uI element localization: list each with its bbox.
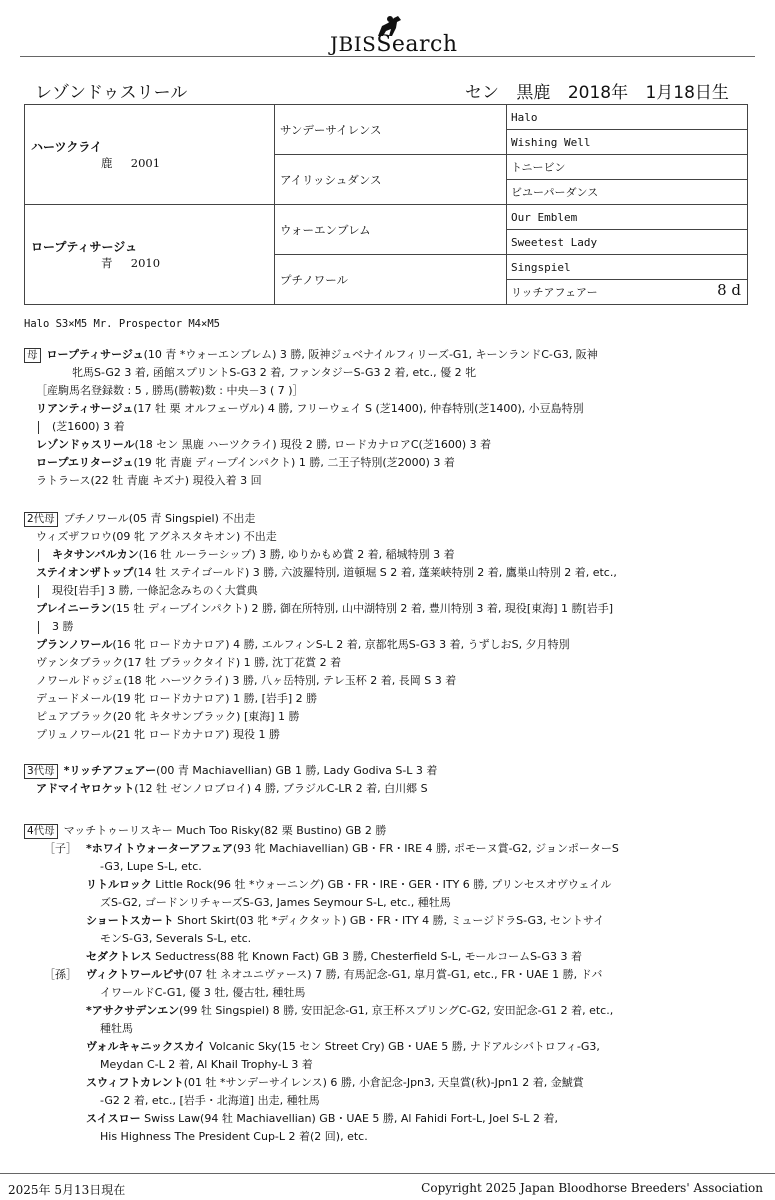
g3-progeny-record: (12 牡 ゼンノロブロイ) 4 勝, ブラジルC-LR 2 着, 白川郷 S [134, 782, 428, 795]
g4-child-1-cont: -G3, Lupe S-L, etc. [100, 860, 202, 873]
pedigree-g3-8-label[interactable]: リッチアフェアー [511, 286, 598, 299]
pedigree-g3-2[interactable]: Wishing Well [507, 130, 748, 155]
g4-child-4-record: Seductress(88 牝 Known Fact) GB 3 勝, Chesterfield S-L, モールコームS-G3 3 着 [155, 950, 582, 963]
g2-progeny-9: プリュノワール(21 牝 ロードカナロア) 現役 1 勝 [36, 728, 280, 741]
footer-date: 2025年 5月13日現在 [8, 1183, 126, 1197]
horse-color: 黒鹿 [516, 83, 551, 103]
dosage-value: 8 d [717, 281, 741, 299]
site-logo[interactable] [0, 8, 775, 56]
g3-tag: 3代母 [24, 764, 58, 779]
sire-color: 鹿 [101, 156, 113, 170]
pedigree-g3-3[interactable]: トニービン [507, 155, 748, 180]
pedigree-sire[interactable] [25, 105, 275, 205]
progeny-2-record: (18 セン 黒鹿 ハーツクライ) 現役 2 勝, ロードカナロアC(芝1600) 3 着 [134, 438, 492, 451]
g4-child-2-cont: ズS-G2, ゴードンリチャーズS-G3, James Seymour S-L, etc., 種牡馬 [100, 896, 451, 909]
g2-progeny-6: ノワールドゥジェ(18 牝 ハーツクライ) 3 勝, 八ヶ岳特別, テレ玉杯 2 着, 長岡 S 3 着 [36, 674, 457, 687]
footer-divider [0, 1173, 775, 1174]
pedigree-table [24, 104, 748, 305]
g3-dam-name[interactable]: *リッチアフェアー [63, 764, 157, 777]
g2-grandchild-record: (16 牡 ルーラーシップ) 3 勝, ゆりかもめ賞 2 着, 稲城特別 3 着 [138, 548, 455, 561]
header-divider [20, 56, 755, 57]
pedigree-g2-2[interactable]: アイリッシュダンス [275, 155, 507, 205]
g4-dam-name: マッチトゥーリスキー Much Too Risky(82 栗 Bustino) GB 2 勝 [63, 824, 387, 837]
g4-grand-5-name[interactable]: スイスロー [86, 1112, 141, 1125]
dam-record-cont: 牝馬S-G2 3 着, 函館スプリントS-G3 2 着, ファンタジーS-G3 2 着, etc., 優 2 牝 [72, 366, 477, 379]
g4-grand-1-name[interactable]: ヴィクトワールピサ [86, 968, 185, 981]
pedigree-dam[interactable] [25, 205, 275, 305]
g4-grand-4-record: (01 牡 *サンデーサイレンス) 6 勝, 小倉記念-Jpn3, 天皇賞(秋)-Jpn1 2 着, 金鯱賞 [183, 1076, 584, 1089]
horse-year: 2018年 [567, 83, 629, 103]
g4-grand-1-cont: イワールドC-G1, 優 3 牡, 優古牡, 種牡馬 [100, 986, 306, 999]
sire-year: 2001 [130, 156, 161, 170]
g3-dam-section [24, 762, 754, 798]
g4-dam-section [24, 822, 754, 1146]
g4-grand-2-cont: 種牡馬 [100, 1022, 133, 1035]
horse-sex: セン [465, 83, 499, 103]
inbreeding-info: Halo S3×M5 Mr. Prospector M4×M5 [24, 318, 220, 330]
logo-search: Search [376, 32, 458, 57]
child-label: ［子］ [44, 842, 77, 855]
dam-record: (10 青 *ウォーエンブレム) 3 勝, 阪神ジュベナイルフィリーズ-G1, キーンランドC-G3, 阪神 [143, 348, 598, 361]
pedigree-g3-1[interactable]: Halo [507, 105, 748, 130]
g4-grand-3-name[interactable]: ヴォルキャニックスカイ [86, 1040, 206, 1053]
g2-tag: 2代母 [24, 512, 58, 527]
progeny-3-record: (19 牝 青鹿 ディープインパクト) 1 勝, 二王子特別(芝2000) 3 着 [133, 456, 455, 469]
g2-progeny-2-cont: 現役[岩手] 3 勝, 一條記念みちのく大賞典 [52, 584, 258, 597]
g2-progeny-2-name[interactable]: ステイオンザトップ [36, 566, 134, 579]
g4-grand-3-cont: Meydan C-L 2 着, Al Khail Trophy-L 3 着 [100, 1058, 313, 1071]
pedigree-g2-1[interactable]: サンデーサイレンス [275, 105, 507, 155]
pedigree-g2-4[interactable]: プチノワール [275, 255, 507, 305]
g2-progeny-3-name[interactable]: プレイニーラン [36, 602, 112, 615]
pedigree-g3-6[interactable]: Sweetest Lady [507, 230, 748, 255]
progeny-3-name[interactable]: ロープエリタージュ [36, 456, 134, 469]
g4-grand-4-cont: -G2 2 着, etc., [岩手・北海道] 出走, 種牡馬 [100, 1094, 320, 1107]
pedigree-g3-5[interactable]: Our Emblem [507, 205, 748, 230]
g3-progeny-name[interactable]: アドマイヤロケット [36, 782, 135, 795]
g4-grand-5-cont: His Highness The President Cup-L 2 着(2 回), etc. [100, 1130, 368, 1143]
g4-tag: 4代母 [24, 824, 58, 839]
progeny-1-record: (17 牡 栗 オルフェーヴル) 4 勝, フリーウェイ S (芝1400), 仲春特別(芝1400), 小豆島特別 [133, 402, 584, 415]
dam-name[interactable]: ロープティサージュ [31, 240, 137, 254]
pedigree-g3-7[interactable]: Singspiel [507, 255, 748, 280]
g4-grand-4-name[interactable]: スウィフトカレント [86, 1076, 184, 1089]
grandchild-label: ［孫］ [44, 968, 77, 981]
pedigree-g3-4[interactable]: ビユーパーダンス [507, 180, 748, 205]
g2-progeny-5: ヴァンタブラック(17 牡 ブラックタイド) 1 勝, 沈丁花賞 2 着 [36, 656, 342, 669]
pedigree-g2-3[interactable]: ウォーエンブレム [275, 205, 507, 255]
g2-progeny-3-cont: 3 勝 [52, 620, 74, 633]
dam-color: 青 [101, 256, 113, 270]
g2-progeny-4-record: (16 牝 ロードカナロア) 4 勝, エルフィンS-L 2 着, 京都牝馬S-G3 3 着, うずしおS, 夕月特別 [112, 638, 570, 651]
progeny-1-name[interactable]: リアンティサージュ [36, 402, 134, 415]
g4-child-1-record: (93 牝 Machiavellian) GB・FR・IRE 4 勝, ポモーヌ賞-G2, ジョンポーターS [232, 842, 619, 855]
progeny-4: ラトラース(22 牡 青鹿 キズナ) 現役入着 3 回 [36, 474, 262, 487]
g2-progeny-7: デュードメール(19 牝 ロードカナロア) 1 勝, [岩手] 2 勝 [36, 692, 318, 705]
g2-grandchild-name[interactable]: キタサンバルカン [52, 548, 139, 561]
g4-child-3-cont: モンS-G3, Severals S-L, etc. [100, 932, 252, 945]
g4-child-2-name[interactable]: リトルロック [86, 878, 152, 891]
g4-grand-2-name[interactable]: *アサクサデンエン [86, 1004, 180, 1017]
horse-birthday: 1月18日生 [645, 83, 729, 103]
dam-section [24, 346, 754, 490]
g4-child-1-name[interactable]: *ホワイトウォーターアフェア [86, 842, 233, 855]
pedigree-g3-8[interactable] [507, 280, 748, 305]
dam-name-link[interactable]: ロープティサージュ [46, 348, 144, 361]
g4-child-2-record: Little Rock(96 牡 *ウォーニング) GB・FR・IRE・GER・ITY 6 勝, プリンセスオヴウェイル [155, 878, 612, 891]
g4-child-3-record: Short Skirt(03 牝 *ディクタット) GB・FR・ITY 4 勝, ミュージドラS-G3, セントサイ [177, 914, 605, 927]
g2-progeny-3-record: (15 牡 ディープインパクト) 2 勝, 御在所特別, 山中湖特別 2 着, 豊川特別 3 着, 現役[東海] 1 勝[岩手] [111, 602, 614, 615]
progeny-1-record-cont: (芝1600) 3 着 [52, 420, 125, 433]
sire-name[interactable]: ハーツクライ [31, 140, 103, 154]
logo-jbis: JBIS [330, 32, 377, 56]
g2-progeny-8: ピュアブラック(20 牝 キタサンブラック) [東海] 1 勝 [36, 710, 300, 723]
horse-name: レゾンドゥスリール [35, 83, 188, 103]
dam-year: 2010 [130, 256, 161, 270]
g3-dam-record: (00 青 Machiavellian) GB 1 勝, Lady Godiva S-L 3 着 [156, 764, 438, 777]
g2-progeny-2-record: (14 牡 ステイゴールド) 3 勝, 六波羅特別, 道頓堀 S 2 着, 蓬莱峡特別 2 着, 鷹巣山特別 2 着, etc., [133, 566, 617, 579]
g2-dam-name: プチノワール(05 青 Singspiel) 不出走 [63, 512, 256, 525]
g4-child-4-name[interactable]: セダクトレス [86, 950, 152, 963]
footer-copyright: Copyright 2025 Japan Bloodhorse Breeders' Association [421, 1181, 763, 1195]
g2-dam-section [24, 510, 754, 744]
g4-grand-1-record: (07 牡 ネオユニヴァース) 7 勝, 有馬記念-G1, 皐月賞-G1, etc., FR・UAE 1 勝, ドバ [184, 968, 603, 981]
g2-progeny-1: ウィズザフロウ(09 牝 アグネスタキオン) 不出走 [36, 530, 277, 543]
g2-progeny-4-name[interactable]: プランノワール [36, 638, 113, 651]
g4-grand-2-record: (99 牡 Singspiel) 8 勝, 安田記念-G1, 京王杯スプリングC-G2, 安田記念-G1 2 着, etc., [179, 1004, 614, 1017]
dam-tag: 母 [24, 348, 41, 363]
g4-grand-5-record: Swiss Law(94 牡 Machiavellian) GB・UAE 5 勝, Al Fahidi Fort-L, Joel S-L 2 着, [144, 1112, 559, 1125]
g4-grand-3-record: Volcanic Sky(15 セン Street Cry) GB・UAE 5 勝, ナドアルシバトロフィ-G3, [209, 1040, 600, 1053]
dam-progeny-stats: ［産駒馬名登録数 : 5 , 勝馬(勝鞍)数 : 中央－3 ( 7 )］ [36, 384, 304, 397]
g4-child-3-name[interactable]: ショートスカート [86, 914, 174, 927]
progeny-2-name[interactable]: レゾンドゥスリール [36, 438, 135, 451]
